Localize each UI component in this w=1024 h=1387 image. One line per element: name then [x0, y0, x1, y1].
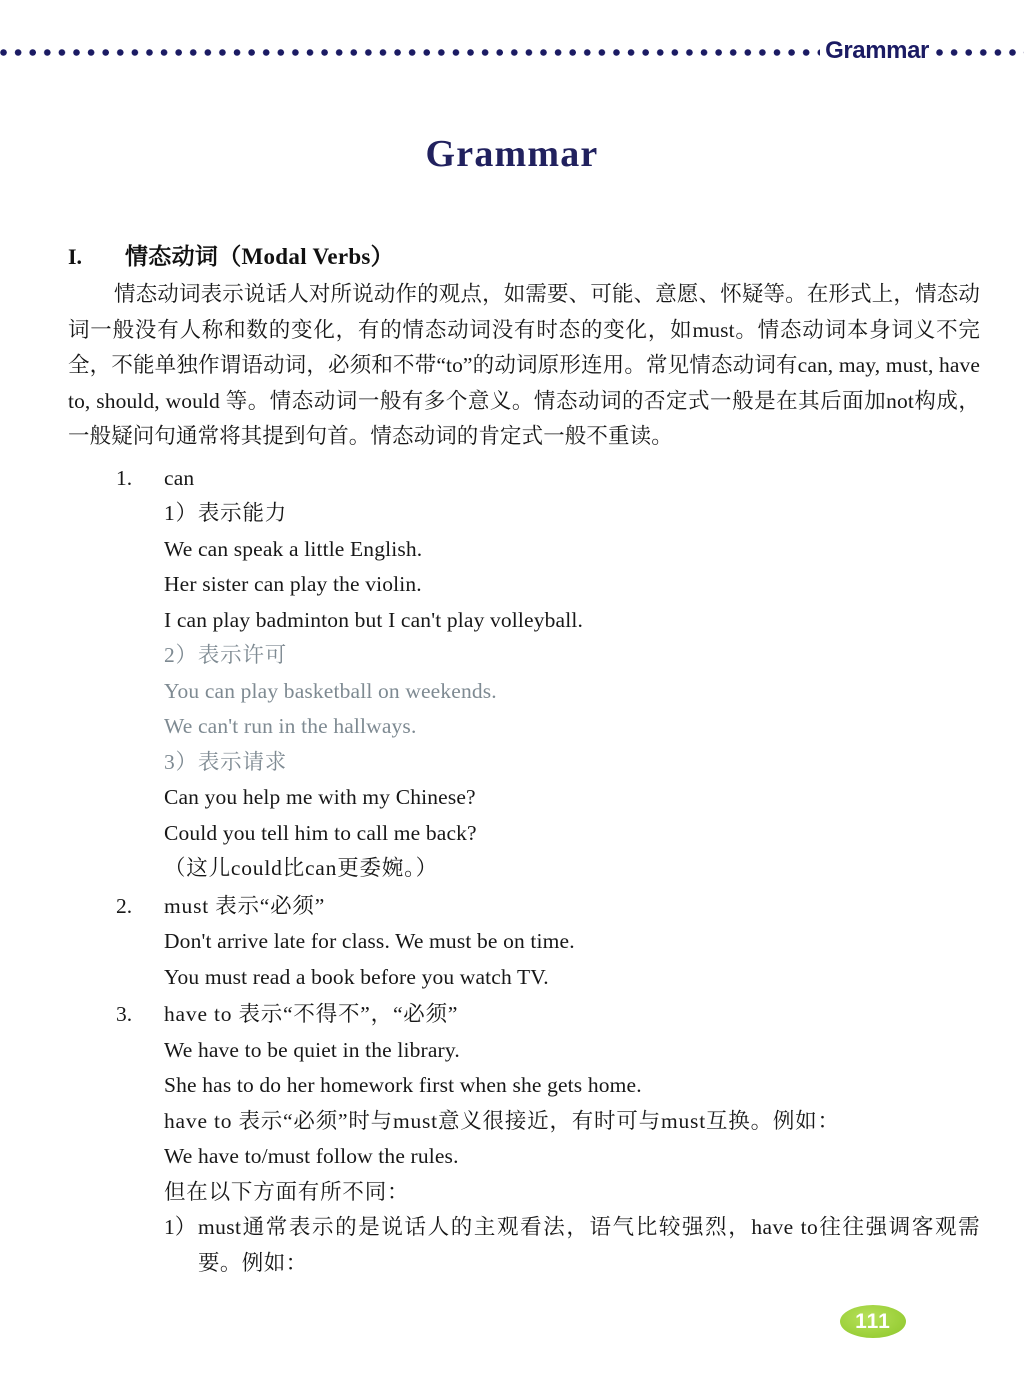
example-sentence: She has to do her homework first when she gets home. [164, 1073, 642, 1097]
list-item-have-to [116, 997, 980, 1281]
page-title: Grammar [425, 133, 599, 175]
example-sentence: You must read a book before you watch TV. [164, 964, 549, 989]
example-sentence: Can you help me with my Chinese? [164, 785, 476, 809]
example-sentence: I can play badminton but I can't play volleyball. [164, 607, 584, 632]
usage-note: 但在以下方面有所不同： [164, 1179, 410, 1204]
example-sentence: We have to/must follow the rules. [164, 1144, 459, 1168]
section-heading [68, 238, 980, 271]
list-item-title: can [164, 465, 195, 490]
example-sentence: You can play basketball on weekends. [164, 678, 497, 703]
example-sentence: We have to be quiet in the library. [164, 1037, 460, 1062]
example-sentence: Could you tell him to call me back? [164, 820, 477, 845]
list-marker: 2. [116, 893, 133, 918]
section-numeral: I. [68, 244, 83, 269]
subnote-item [164, 1210, 980, 1281]
subgroup-label-request: 3）表示请求 [164, 749, 288, 774]
example-note: （这儿could比can更委婉。） [164, 856, 438, 880]
list-item-title: must 表示“必须” [164, 893, 326, 918]
list-item-can [116, 461, 980, 887]
example-sentence: Don't arrive late for class. We must be on time. [164, 929, 575, 953]
list-marker: 3. [116, 1002, 133, 1026]
running-header-title: Grammar [825, 37, 929, 64]
section-title: 情态动词（Modal Verbs） [125, 244, 394, 269]
example-sentence: We can speak a little English. [164, 536, 423, 561]
usage-note: have to 表示“必须”时与must意义很接近，有时可与must互换。例如： [164, 1108, 840, 1133]
page-number-label: 111 [855, 1310, 891, 1333]
list-marker: 1. [116, 465, 133, 490]
page-content [68, 238, 980, 1281]
subgroup-label-ability: 1）表示能力 [164, 501, 288, 525]
dotted-rule-icon [0, 47, 820, 58]
modal-verb-list [116, 461, 980, 1282]
list-item-must [116, 889, 980, 996]
example-sentence: We can't run in the hallways. [164, 714, 417, 738]
list-item-title: have to 表示“不得不”，“必须” [164, 1002, 459, 1026]
running-header [0, 36, 1024, 66]
example-sentence: Her sister can play the violin. [164, 572, 422, 596]
section-intro-paragraph: 情态动词表示说话人对所说动作的观点，如需要、可能、意愿、怀疑等。在形式上，情态动词一般没有人称和数的变化，有的情态动词没有时态的变化，如must。情态动词本身词义不完全，不能单独作谓语动词，必须和不带“to”的动词原形连用。常见情态动词有can, may, must, have to, should, would 等。情态动词一般有多个意义。情态动词的否定式一般是在其后面加not构成，一般疑问句通常将其提到句首。情态动词的肯定式一般不重读。 [68, 282, 980, 448]
subnote-text: must通常表示的是说话人的主观看法，语气比较强烈，have to往往强调客观需要。例如： [198, 1215, 980, 1275]
subgroup-label-permission: 2）表示许可 [164, 643, 288, 667]
dotted-rule-trailing-icon [936, 47, 1024, 58]
subnote-marker: 1） [164, 1215, 197, 1239]
page-number-badge [840, 1305, 906, 1338]
